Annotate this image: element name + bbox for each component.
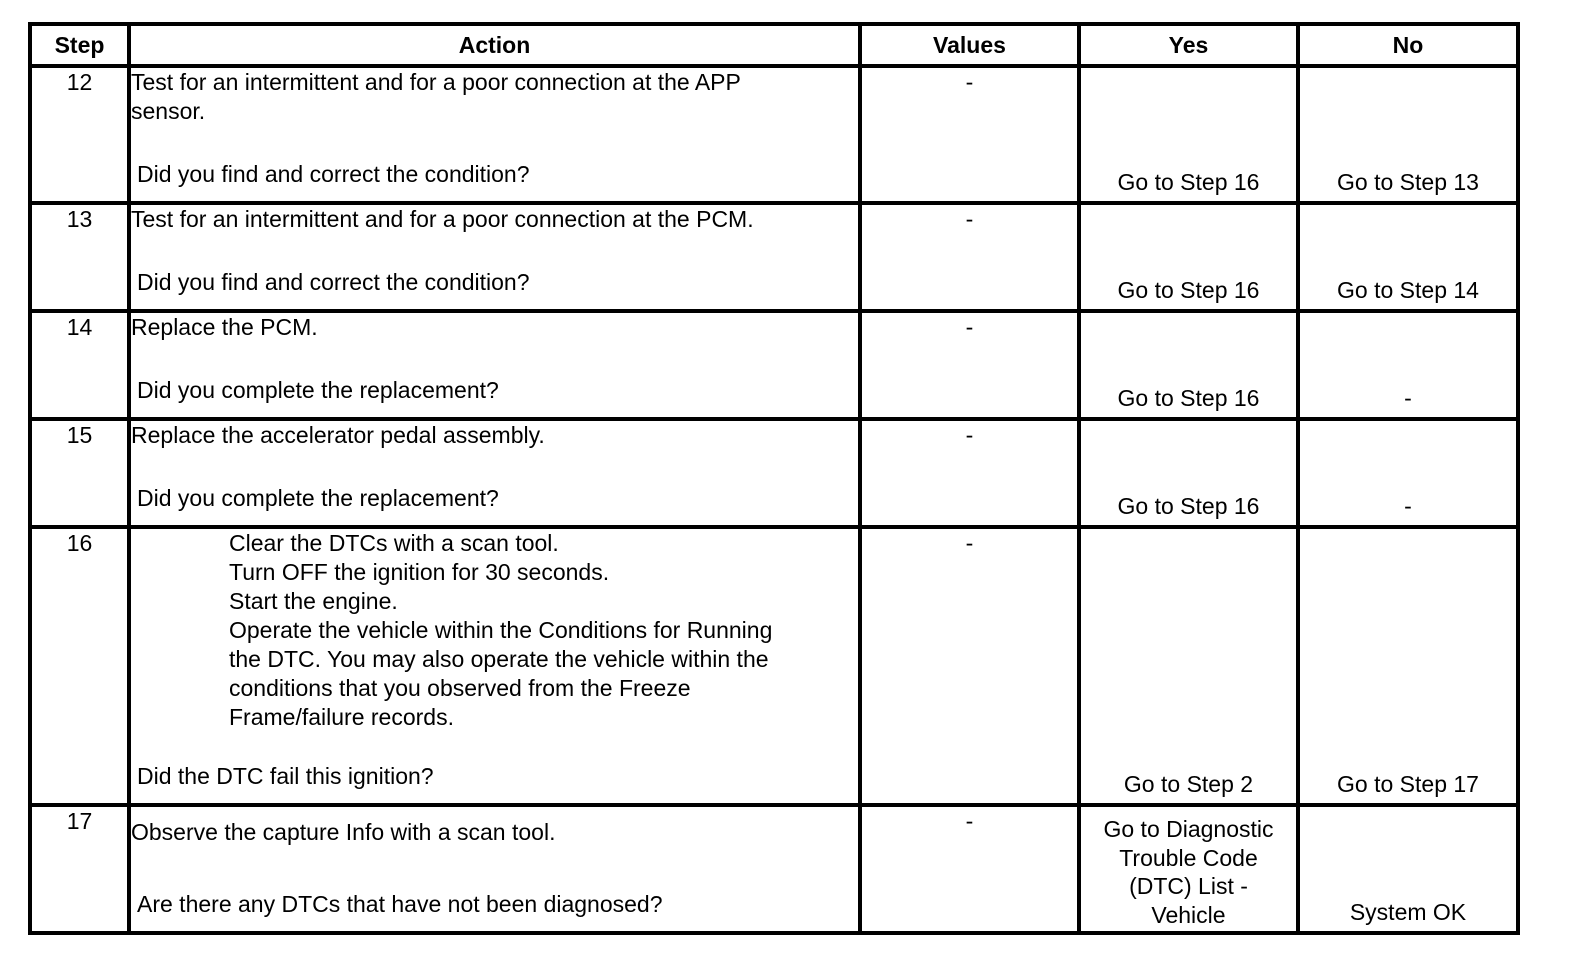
header-no: No: [1298, 24, 1518, 66]
no-value: System OK: [1349, 899, 1467, 925]
diagnostic-table: [28, 22, 1520, 935]
header-yes: Yes: [1079, 24, 1298, 66]
no-link[interactable]: Go to Step 17: [1337, 771, 1479, 797]
yes-link[interactable]: [1081, 815, 1296, 929]
yes-link-line: Trouble Code: [1119, 844, 1258, 871]
step-number: 12: [30, 66, 129, 203]
values-cell: -: [860, 419, 1079, 527]
action-question: Did you complete the replacement?: [137, 377, 499, 403]
values-cell: -: [860, 66, 1079, 203]
action-cell: [129, 203, 860, 311]
no-cell: [1298, 419, 1518, 527]
yes-link-line: Vehicle: [1151, 901, 1226, 928]
header-step: Step: [30, 24, 129, 66]
action-text: Replace the PCM.: [131, 314, 318, 340]
action-cell: [129, 66, 860, 203]
table-row: [30, 311, 1518, 419]
values-cell: -: [860, 203, 1079, 311]
step-number: 15: [30, 419, 129, 527]
no-cell: [1298, 311, 1518, 419]
no-value: -: [1404, 385, 1412, 411]
no-cell: [1298, 805, 1518, 933]
action-question: Did the DTC fail this ignition?: [137, 763, 434, 789]
no-cell: [1298, 66, 1518, 203]
no-cell: [1298, 527, 1518, 805]
no-link[interactable]: Go to Step 14: [1337, 277, 1479, 303]
yes-cell: [1079, 66, 1298, 203]
action-step-text: the DTC. You may also operate the vehicle within the: [229, 646, 769, 672]
action-question: Did you find and correct the condition?: [137, 269, 530, 295]
action-cell: [129, 805, 860, 933]
table-row: [30, 527, 1518, 805]
yes-link[interactable]: Go to Step 2: [1123, 771, 1254, 797]
yes-link[interactable]: Go to Step 16: [1117, 277, 1260, 303]
yes-link[interactable]: Go to Step 16: [1117, 493, 1260, 519]
action-step-text: Operate the vehicle within the Conditions for Running: [229, 617, 773, 643]
table-row: [30, 66, 1518, 203]
step-number: 13: [30, 203, 129, 311]
yes-cell: [1079, 805, 1298, 933]
action-step-text: conditions that you observed from the Freeze: [229, 675, 691, 701]
action-cell: [129, 527, 860, 805]
action-step-text: Turn OFF the ignition for 30 seconds.: [229, 559, 610, 585]
step-number: 14: [30, 311, 129, 419]
step-number: 17: [30, 805, 129, 933]
yes-cell: [1079, 419, 1298, 527]
values-cell: -: [860, 527, 1079, 805]
yes-link-line: Go to Diagnostic: [1103, 816, 1274, 842]
no-link[interactable]: Go to Step 13: [1337, 169, 1479, 195]
action-cell: [129, 419, 860, 527]
action-text: Test for an intermittent and for a poor connection at the PCM.: [131, 206, 754, 232]
action-cell: [129, 311, 860, 419]
yes-link[interactable]: Go to Step 16: [1117, 169, 1260, 195]
no-cell: [1298, 203, 1518, 311]
values-cell: -: [860, 311, 1079, 419]
action-text: Test for an intermittent and for a poor connection at the APP: [131, 69, 741, 95]
table-row: [30, 805, 1518, 933]
yes-cell: [1079, 311, 1298, 419]
action-text: Observe the capture Info with a scan tool.: [131, 819, 556, 845]
no-value: -: [1404, 493, 1412, 519]
action-text: sensor.: [131, 98, 206, 124]
yes-cell: [1079, 527, 1298, 805]
values-cell: -: [860, 805, 1079, 933]
header-row: [30, 24, 1518, 66]
action-step-text: Frame/failure records.: [229, 704, 454, 730]
table-row: [30, 203, 1518, 311]
yes-cell: [1079, 203, 1298, 311]
yes-link[interactable]: Go to Step 16: [1117, 385, 1260, 411]
yes-link-line: (DTC) List -: [1129, 873, 1248, 899]
table-row: [30, 419, 1518, 527]
action-step-text: Start the engine.: [229, 588, 398, 614]
header-action: Action: [129, 24, 860, 66]
action-text: Replace the accelerator pedal assembly.: [131, 422, 545, 448]
step-number: 16: [30, 527, 129, 805]
action-step-text: Clear the DTCs with a scan tool.: [229, 530, 559, 556]
action-question: Are there any DTCs that have not been diagnosed?: [137, 891, 663, 917]
action-question: Did you complete the replacement?: [137, 485, 499, 511]
header-values: Values: [860, 24, 1079, 66]
action-question: Did you find and correct the condition?: [137, 161, 530, 187]
